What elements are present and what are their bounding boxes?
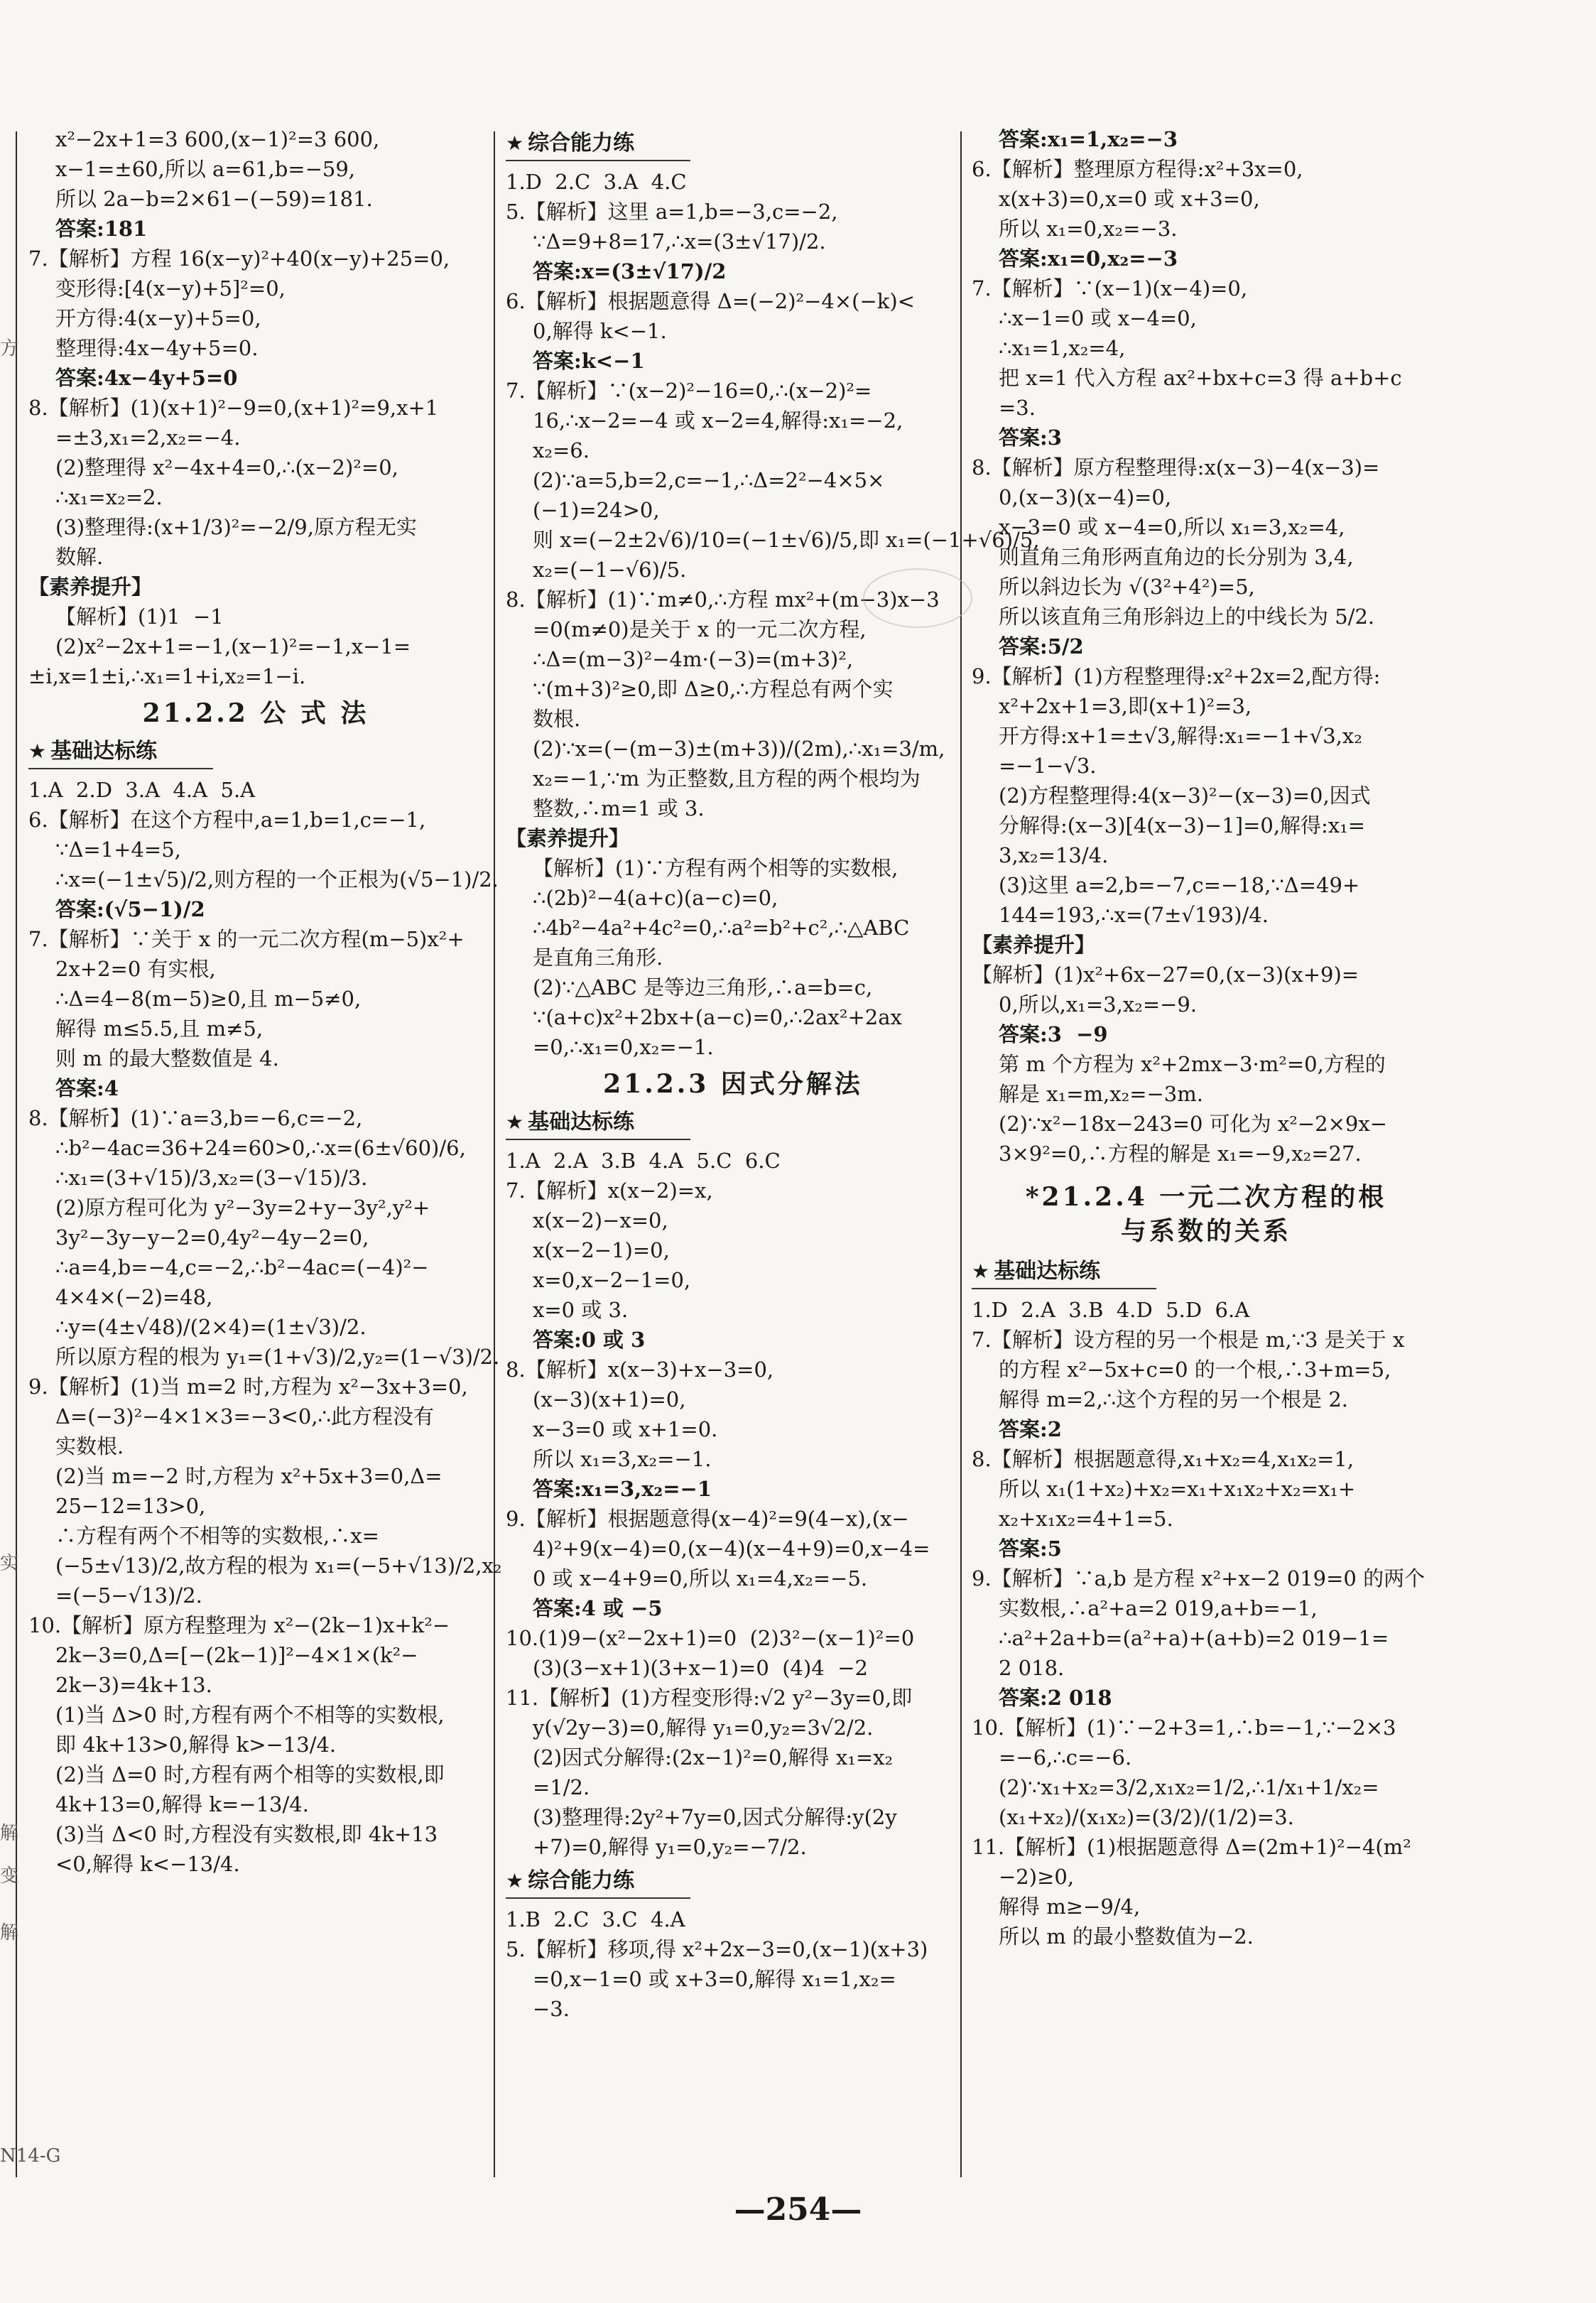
text-line: 8.【解析】(1)∵m≠0,∴方程 mx²+(m−3)x−3 — [506, 587, 940, 612]
answer-line: 答案:3 −9 — [999, 1022, 1108, 1046]
text-line: 即 4k+13>0,解得 k>−13/4. — [55, 1733, 337, 1757]
text-line: 8.【解析】(1)∵a=3,b=−6,c=−2, — [28, 1106, 363, 1130]
text-line: 所以 x₁(1+x₂)+x₂=x₁+x₁x₂+x₂=x₁+ — [999, 1477, 1356, 1501]
text-line: 1.D 2.C 3.A 4.C — [506, 170, 687, 194]
star-icon: ★ — [972, 1259, 990, 1283]
section-heading-label: 综合能力练 — [528, 131, 635, 156]
page-number: —254— — [734, 2191, 862, 2228]
text-line: 9.【解析】(1)方程整理得:x²+2x=2,配方得: — [972, 664, 1381, 688]
text-line: 所以 2a−b=2×61−(−59)=181. — [55, 187, 373, 211]
answer-line: 答案:2 018 — [999, 1686, 1112, 1710]
text-line: 11.【解析】(1)根据题意得 Δ=(2m+1)²−4(m² — [972, 1835, 1411, 1859]
text-line: x₂=6. — [533, 438, 590, 462]
margin-note: N14-G — [0, 2145, 61, 2167]
text-line: x₂=(−1−√6)/5. — [533, 558, 687, 582]
text-line: (2)x²−2x+1=−1,(x−1)²=−1,x−1= — [55, 634, 411, 659]
text-line: (2)因式分解得:(2x−1)²=0,解得 x₁=x₂ — [533, 1745, 894, 1770]
text-line: 0 或 x−4+9=0,所以 x₁=4,x₂=−5. — [533, 1566, 868, 1591]
chapter-title: *21.2.4 一元二次方程的根 与系数的关系 — [1025, 1182, 1387, 1246]
text-line: 0,解得 k<−1. — [533, 319, 667, 343]
text-line: 7.【解析】∵(x−1)(x−4)=0, — [972, 276, 1248, 300]
text-line: 10.【解析】原方程整理为 x²−(2k−1)x+k²− — [28, 1613, 450, 1637]
section-heading-label: 基础达标练 — [50, 739, 158, 764]
text-line: 【解析】(1)1 −1 — [55, 605, 224, 629]
text-line: (2)方程整理得:4(x−3)²−(x−3)=0,因式 — [999, 784, 1371, 808]
text-line: (3)整理得:(x+1/3)²=−2/9,原方程无实 — [55, 515, 417, 539]
text-line: ∴x₁=1,x₂=4, — [999, 336, 1126, 360]
text-line: 解得 m=2,∴这个方程的另一个根是 2. — [999, 1387, 1349, 1411]
section-heading-label: 综合能力练 — [528, 1868, 635, 1893]
text-line: ∵(m+3)²≥0,即 Δ≥0,∴方程总有两个实 — [533, 677, 894, 701]
column-rule — [494, 131, 495, 2177]
text-line: (2)∵x²−18x−243=0 可化为 x²−2×9x− — [999, 1112, 1388, 1136]
answer-line: 答案:4 — [55, 1076, 119, 1100]
text-line: −3. — [533, 1997, 570, 2021]
answer-line: 答案:4x−4y+5=0 — [55, 366, 238, 390]
margin-note: 实 — [0, 1553, 19, 1574]
text-line: 2k−3)=4k+13. — [55, 1673, 212, 1697]
text-line: 5.【解析】这里 a=1,b=−3,c=−2, — [506, 200, 838, 224]
text-line: 6.【解析】整理原方程得:x²+3x=0, — [972, 157, 1303, 181]
text-line: 2 018. — [999, 1656, 1065, 1680]
text-line: 则 m 的最大整数值是 4. — [55, 1046, 279, 1071]
text-line: x=0,x−2−1=0, — [533, 1268, 691, 1292]
text-line: 开方得:x+1=±√3,解得:x₁=−1+√3,x₂ — [999, 724, 1362, 748]
text-line: x₂=−1,∵m 为正整数,且方程的两个根均为 — [533, 766, 921, 791]
text-line: ∵(a+c)x²+2bx+(a−c)=0,∴2ax²+2ax — [533, 1005, 902, 1029]
text-line: 2k−3=0,Δ=[−(2k−1)]²−4×1×(k²− — [55, 1643, 418, 1667]
text-line: 7.【解析】设方程的另一个根是 m,∵3 是关于 x — [972, 1328, 1405, 1352]
text-line: x(x−2−1)=0, — [533, 1238, 670, 1262]
section-heading-label: 基础达标练 — [994, 1259, 1101, 1284]
text-line: (2)∵a=5,b=2,c=−1,∴Δ=2²−4×5× — [533, 468, 885, 492]
text-line: x²−2x+1=3 600,(x−1)²=3 600, — [55, 127, 380, 151]
star-icon: ★ — [506, 131, 524, 155]
answer-line: 答案:3 — [999, 426, 1062, 450]
margin-note: 变 — [0, 1865, 19, 1887]
text-line: 实数根. — [55, 1434, 124, 1458]
text-line: =0,x−1=0 或 x+3=0,解得 x₁=1,x₂= — [533, 1967, 896, 1991]
margin-note: 解 — [0, 1922, 19, 1944]
chapter-title: 21.2.2 公 式 法 — [142, 698, 369, 728]
text-line: =(−5−√13)/2. — [55, 1583, 202, 1608]
text-line: 【素养提升】 — [506, 826, 630, 850]
text-line: ∵Δ=9+8=17,∴x=(3±√17)/2. — [533, 229, 826, 254]
text-line: (2)∵x=(−(m−3)±(m+3))/(2m),∴x₁=3/m, — [533, 737, 945, 761]
text-line: 8.【解析】原方程整理得:x(x−3)−4(x−3)= — [972, 455, 1380, 479]
text-line: 2x+2=0 有实根, — [55, 957, 216, 981]
text-line: 9.【解析】根据题意得(x−4)²=9(4−x),(x− — [506, 1507, 909, 1531]
answer-line: 答案:x₁=3,x₂=−1 — [533, 1477, 712, 1501]
text-line: 所以该直角三角形斜边上的中线长为 5/2. — [999, 605, 1375, 629]
text-line: =−1−√3. — [999, 754, 1097, 778]
text-line: 所以 x₁=3,x₂=−1. — [533, 1447, 712, 1471]
text-line: ∴a=4,b=−4,c=−2,∴b²−4ac=(−4)²− — [55, 1255, 429, 1279]
text-line: 4×4×(−2)=48, — [55, 1285, 213, 1309]
text-line: y(√2y−3)=0,解得 y₁=0,y₂=3√2/2. — [533, 1716, 874, 1740]
text-line: 解得 m≥−9/4, — [999, 1895, 1141, 1919]
text-line: 所以 x₁=0,x₂=−3. — [999, 217, 1178, 241]
text-line: (3)这里 a=2,b=−7,c=−18,∵Δ=49+ — [999, 873, 1360, 897]
text-line: 【解析】(1)x²+6x−27=0,(x−3)(x+9)= — [972, 963, 1359, 987]
text-line: =0,∴x₁=0,x₂=−1. — [533, 1035, 714, 1059]
text-line: 【解析】(1)∵方程有两个相等的实数根, — [533, 856, 899, 880]
text-line: 4k+13=0,解得 k=−13/4. — [55, 1792, 309, 1816]
text-line: ∴方程有两个不相等的实数根,∴x= — [55, 1524, 379, 1548]
text-line: ±i,x=1±i,∴x₁=1+i,x₂=1−i. — [28, 664, 306, 688]
column-right — [972, 124, 1440, 1951]
chapter-title: 21.2.3 因式分解法 — [603, 1069, 863, 1099]
text-line: 解得 m≤5.5,且 m≠5, — [55, 1017, 264, 1041]
text-line: ∴Δ=4−8(m−5)≥0,且 m−5≠0, — [55, 987, 362, 1011]
text-line: 所以原方程的根为 y₁=(1+√3)/2,y₂=(1−√3)/2. — [55, 1345, 500, 1369]
text-line: 则直角三角形两直角边的长分别为 3,4, — [999, 545, 1354, 569]
column-rule — [960, 131, 962, 2177]
text-line: x²+2x+1=3,即(x+1)²=3, — [999, 694, 1252, 718]
text-line: (−1)=24>0, — [533, 498, 660, 522]
text-line: 【素养提升】 — [972, 933, 1096, 957]
answer-line: 答案:x=(3±√17)/2 — [533, 259, 727, 283]
answer-line: 答案:k<−1 — [533, 349, 645, 373]
text-line: (1)当 Δ>0 时,方程有两个不相等的实数根, — [55, 1703, 445, 1727]
text-line: x−3=0 或 x−4=0,所以 x₁=3,x₂=4, — [999, 515, 1345, 539]
text-line: ∴x=(−1±√5)/2,则方程的一个正根为(√5−1)/2. — [55, 867, 499, 892]
text-line: =−6,∴c=−6. — [999, 1745, 1132, 1770]
text-line: =0(m≠0)是关于 x 的一元二次方程, — [533, 617, 867, 641]
text-line: 则 x=(−2±2√6)/10=(−1±√6)/5,即 x₁=(−1+√6)/5, — [533, 528, 1040, 552]
text-line: ∴b²−4ac=36+24=60>0,∴x=(6±√60)/6, — [55, 1136, 466, 1160]
text-line: x(x−2)−x=0, — [533, 1208, 668, 1232]
star-icon: ★ — [506, 1869, 524, 1892]
text-line: 实数根,∴a²+a=2 019,a+b=−1, — [999, 1596, 1318, 1620]
section-heading — [28, 737, 213, 769]
text-line: 10.【解析】(1)∵−2+3=1,∴b=−1,∵−2×3 — [972, 1716, 1396, 1740]
text-line: 7.【解析】x(x−2)=x, — [506, 1178, 713, 1203]
text-line: (x−3)(x+1)=0, — [533, 1387, 686, 1411]
section-heading-label: 基础达标练 — [528, 1110, 635, 1134]
answer-line: 答案:4 或 −5 — [533, 1596, 663, 1620]
text-line: 1.A 2.A 3.B 4.A 5.C 6.C — [506, 1149, 781, 1173]
section-heading — [972, 1257, 1156, 1289]
text-line: (−5±√13)/2,故方程的根为 x₁=(−5+√13)/2,x₂ — [55, 1554, 502, 1578]
text-line: 1.B 2.C 3.C 4.A — [506, 1907, 685, 1931]
text-line: ∴x₁=(3+√15)/3,x₂=(3−√15)/3. — [55, 1166, 368, 1190]
text-line: 是直角三角形. — [533, 945, 663, 970]
text-line: 整理得:4x−4y+5=0. — [55, 336, 259, 360]
section-heading — [506, 129, 690, 161]
text-line: ∵Δ=1+4=5, — [55, 838, 181, 862]
text-line: <0,解得 k<−13/4. — [55, 1852, 240, 1876]
text-line: =3. — [999, 396, 1036, 420]
text-line: (3)当 Δ<0 时,方程没有实数根,即 4k+13 — [55, 1822, 438, 1846]
answer-line: 答案:0 或 3 — [533, 1328, 646, 1352]
text-line: ∴4b²−4a²+4c²=0,∴a²=b²+c²,∴△ABC — [533, 916, 910, 940]
column-left — [28, 124, 502, 1879]
watermark-stamp — [863, 568, 972, 628]
text-line: 3y²−3y−y−2=0,4y²−4y−2=0, — [55, 1225, 369, 1250]
text-line: (2)当 Δ=0 时,方程有两个相等的实数根,即 — [55, 1762, 445, 1787]
margin-note: 方 — [0, 338, 19, 359]
text-line: Δ=(−3)²−4×1×3=−3<0,∴此方程没有 — [55, 1404, 434, 1429]
text-line: 5.【解析】移项,得 x²+2x−3=0,(x−1)(x+3) — [506, 1937, 928, 1961]
text-line: 11.【解析】(1)方程变形得:√2 y²−3y=0,即 — [506, 1686, 913, 1710]
text-line: ∴x−1=0 或 x−4=0, — [999, 306, 1197, 330]
text-line: 25−12=13>0, — [55, 1494, 206, 1518]
text-line: 4)²+9(x−4)=0,(x−4)(x−4+9)=0,x−4= — [533, 1537, 930, 1561]
text-line: 1.A 2.D 3.A 4.A 5.A — [28, 778, 256, 802]
text-line: 10.(1)9−(x²−2x+1)=0 (2)3²−(x−1)²=0 — [506, 1626, 915, 1650]
text-line: 数根. — [533, 707, 581, 731]
section-heading — [506, 1107, 690, 1140]
text-line: 第 m 个方程为 x²+2mx−3·m²=0,方程的 — [999, 1052, 1386, 1076]
text-line: 所以 m 的最小整数值为−2. — [999, 1924, 1254, 1949]
text-line: ∴Δ=(m−3)²−4m·(−3)=(m+3)², — [533, 647, 854, 671]
text-line: 9.【解析】(1)当 m=2 时,方程为 x²−3x+3=0, — [28, 1375, 468, 1399]
text-line: 的方程 x²−5x+c=0 的一个根,∴3+m=5, — [999, 1358, 1391, 1382]
section-heading — [506, 1866, 690, 1899]
star-icon: ★ — [28, 739, 47, 763]
text-line: =1/2. — [533, 1775, 590, 1799]
text-line: 6.【解析】在这个方程中,a=1,b=1,c=−1, — [28, 808, 426, 832]
text-line: 3,x₂=13/4. — [999, 843, 1109, 867]
text-line: 0,(x−3)(x−4)=0, — [999, 485, 1172, 509]
text-line: 7.【解析】∵(x−2)²−16=0,∴(x−2)²= — [506, 379, 872, 403]
text-line: ∴x₁=x₂=2. — [55, 485, 163, 509]
text-line: x−1=±60,所以 a=61,b=−59, — [55, 157, 356, 181]
text-line: =±3,x₁=2,x₂=−4. — [55, 426, 241, 450]
text-line: ∴y=(4±√48)/(2×4)=(1±√3)/2. — [55, 1315, 367, 1339]
text-line: 6.【解析】根据题意得 Δ=(−2)²−4×(−k)< — [506, 289, 915, 313]
answer-line: 答案:181 — [55, 217, 148, 241]
text-line: 1.D 2.A 3.B 4.D 5.D 6.A — [972, 1298, 1250, 1322]
text-line: +7)=0,解得 y₁=0,y₂=−7/2. — [533, 1835, 807, 1859]
text-line: 整数,∴m=1 或 3. — [533, 796, 705, 820]
star-icon: ★ — [506, 1110, 524, 1134]
answer-line: 答案:x₁=1,x₂=−3 — [999, 127, 1178, 151]
text-line: 3×9²=0,∴方程的解是 x₁=−9,x₂=27. — [999, 1142, 1362, 1166]
text-line: (2)∵x₁+x₂=3/2,x₁x₂=1/2,∴1/x₁+1/x₂= — [999, 1775, 1379, 1799]
text-line: −2)≥0, — [999, 1865, 1075, 1889]
text-line: 0,所以,x₁=3,x₂=−9. — [999, 992, 1198, 1017]
text-line: 分解得:(x−3)[4(x−3)−1]=0,解得:x₁= — [999, 813, 1366, 838]
text-line: 【素养提升】 — [28, 575, 153, 599]
text-line: 8.【解析】x(x−3)+x−3=0, — [506, 1358, 774, 1382]
text-line: 7.【解析】∵关于 x 的一元二次方程(m−5)x²+ — [28, 927, 465, 951]
answer-line: 答案:2 — [999, 1417, 1062, 1441]
text-line: (2)整理得 x²−4x+4=0,∴(x−2)²=0, — [55, 455, 398, 479]
text-line: (3)整理得:2y²+7y=0,因式分解得:y(2y — [533, 1805, 897, 1829]
answer-line: 答案:(√5−1)/2 — [55, 897, 205, 921]
margin-note: 解 — [0, 1823, 19, 1844]
text-line: (x₁+x₂)/(x₁x₂)=(3/2)/(1/2)=3. — [999, 1805, 1294, 1829]
text-line: 数解. — [55, 545, 104, 569]
text-line: (3)(3−x+1)(3+x−1)=0 (4)4 −2 — [533, 1656, 868, 1680]
text-line: 解是 x₁=m,x₂=−3m. — [999, 1082, 1203, 1106]
answer-line: 答案:5 — [999, 1537, 1062, 1561]
text-line: (2)当 m=−2 时,方程为 x²+5x+3=0,Δ= — [55, 1464, 443, 1488]
answer-line: 答案:x₁=0,x₂=−3 — [999, 246, 1178, 271]
text-line: 9.【解析】∵a,b 是方程 x²+x−2 019=0 的两个 — [972, 1566, 1426, 1591]
text-line: (2)∵△ABC 是等边三角形,∴a=b=c, — [533, 975, 873, 999]
text-line: 7.【解析】方程 16(x−y)²+40(x−y)+25=0, — [28, 246, 450, 271]
text-line: x₂+x₁x₂=4+1=5. — [999, 1507, 1173, 1531]
text-line: ∴(2b)²−4(a+c)(a−c)=0, — [533, 886, 778, 910]
text-line: x−3=0 或 x+1=0. — [533, 1417, 718, 1441]
text-line: 16,∴x−2=−4 或 x−2=4,解得:x₁=−2, — [533, 408, 903, 433]
text-line: ∴a²+2a+b=(a²+a)+(a+b)=2 019−1= — [999, 1626, 1389, 1650]
answer-line: 答案:5/2 — [999, 634, 1084, 659]
text-line: (2)原方程可化为 y²−3y=2+y−3y²,y²+ — [55, 1196, 430, 1220]
text-line: 把 x=1 代入方程 ax²+bx+c=3 得 a+b+c — [999, 366, 1402, 390]
text-line: 8.【解析】根据题意得,x₁+x₂=4,x₁x₂=1, — [972, 1447, 1355, 1471]
text-line: 所以斜边长为 √(3²+4²)=5, — [999, 575, 1255, 599]
text-line: 144=193,∴x=(7±√193)/4. — [999, 903, 1269, 927]
text-line: x=0 或 3. — [533, 1298, 629, 1322]
text-line: 变形得:[4(x−y)+5]²=0, — [55, 276, 286, 300]
text-line: 开方得:4(x−y)+5=0, — [55, 306, 261, 330]
text-line: x(x+3)=0,x=0 或 x+3=0, — [999, 187, 1260, 211]
text-line: 8.【解析】(1)(x+1)²−9=0,(x+1)²=9,x+1 — [28, 396, 439, 420]
